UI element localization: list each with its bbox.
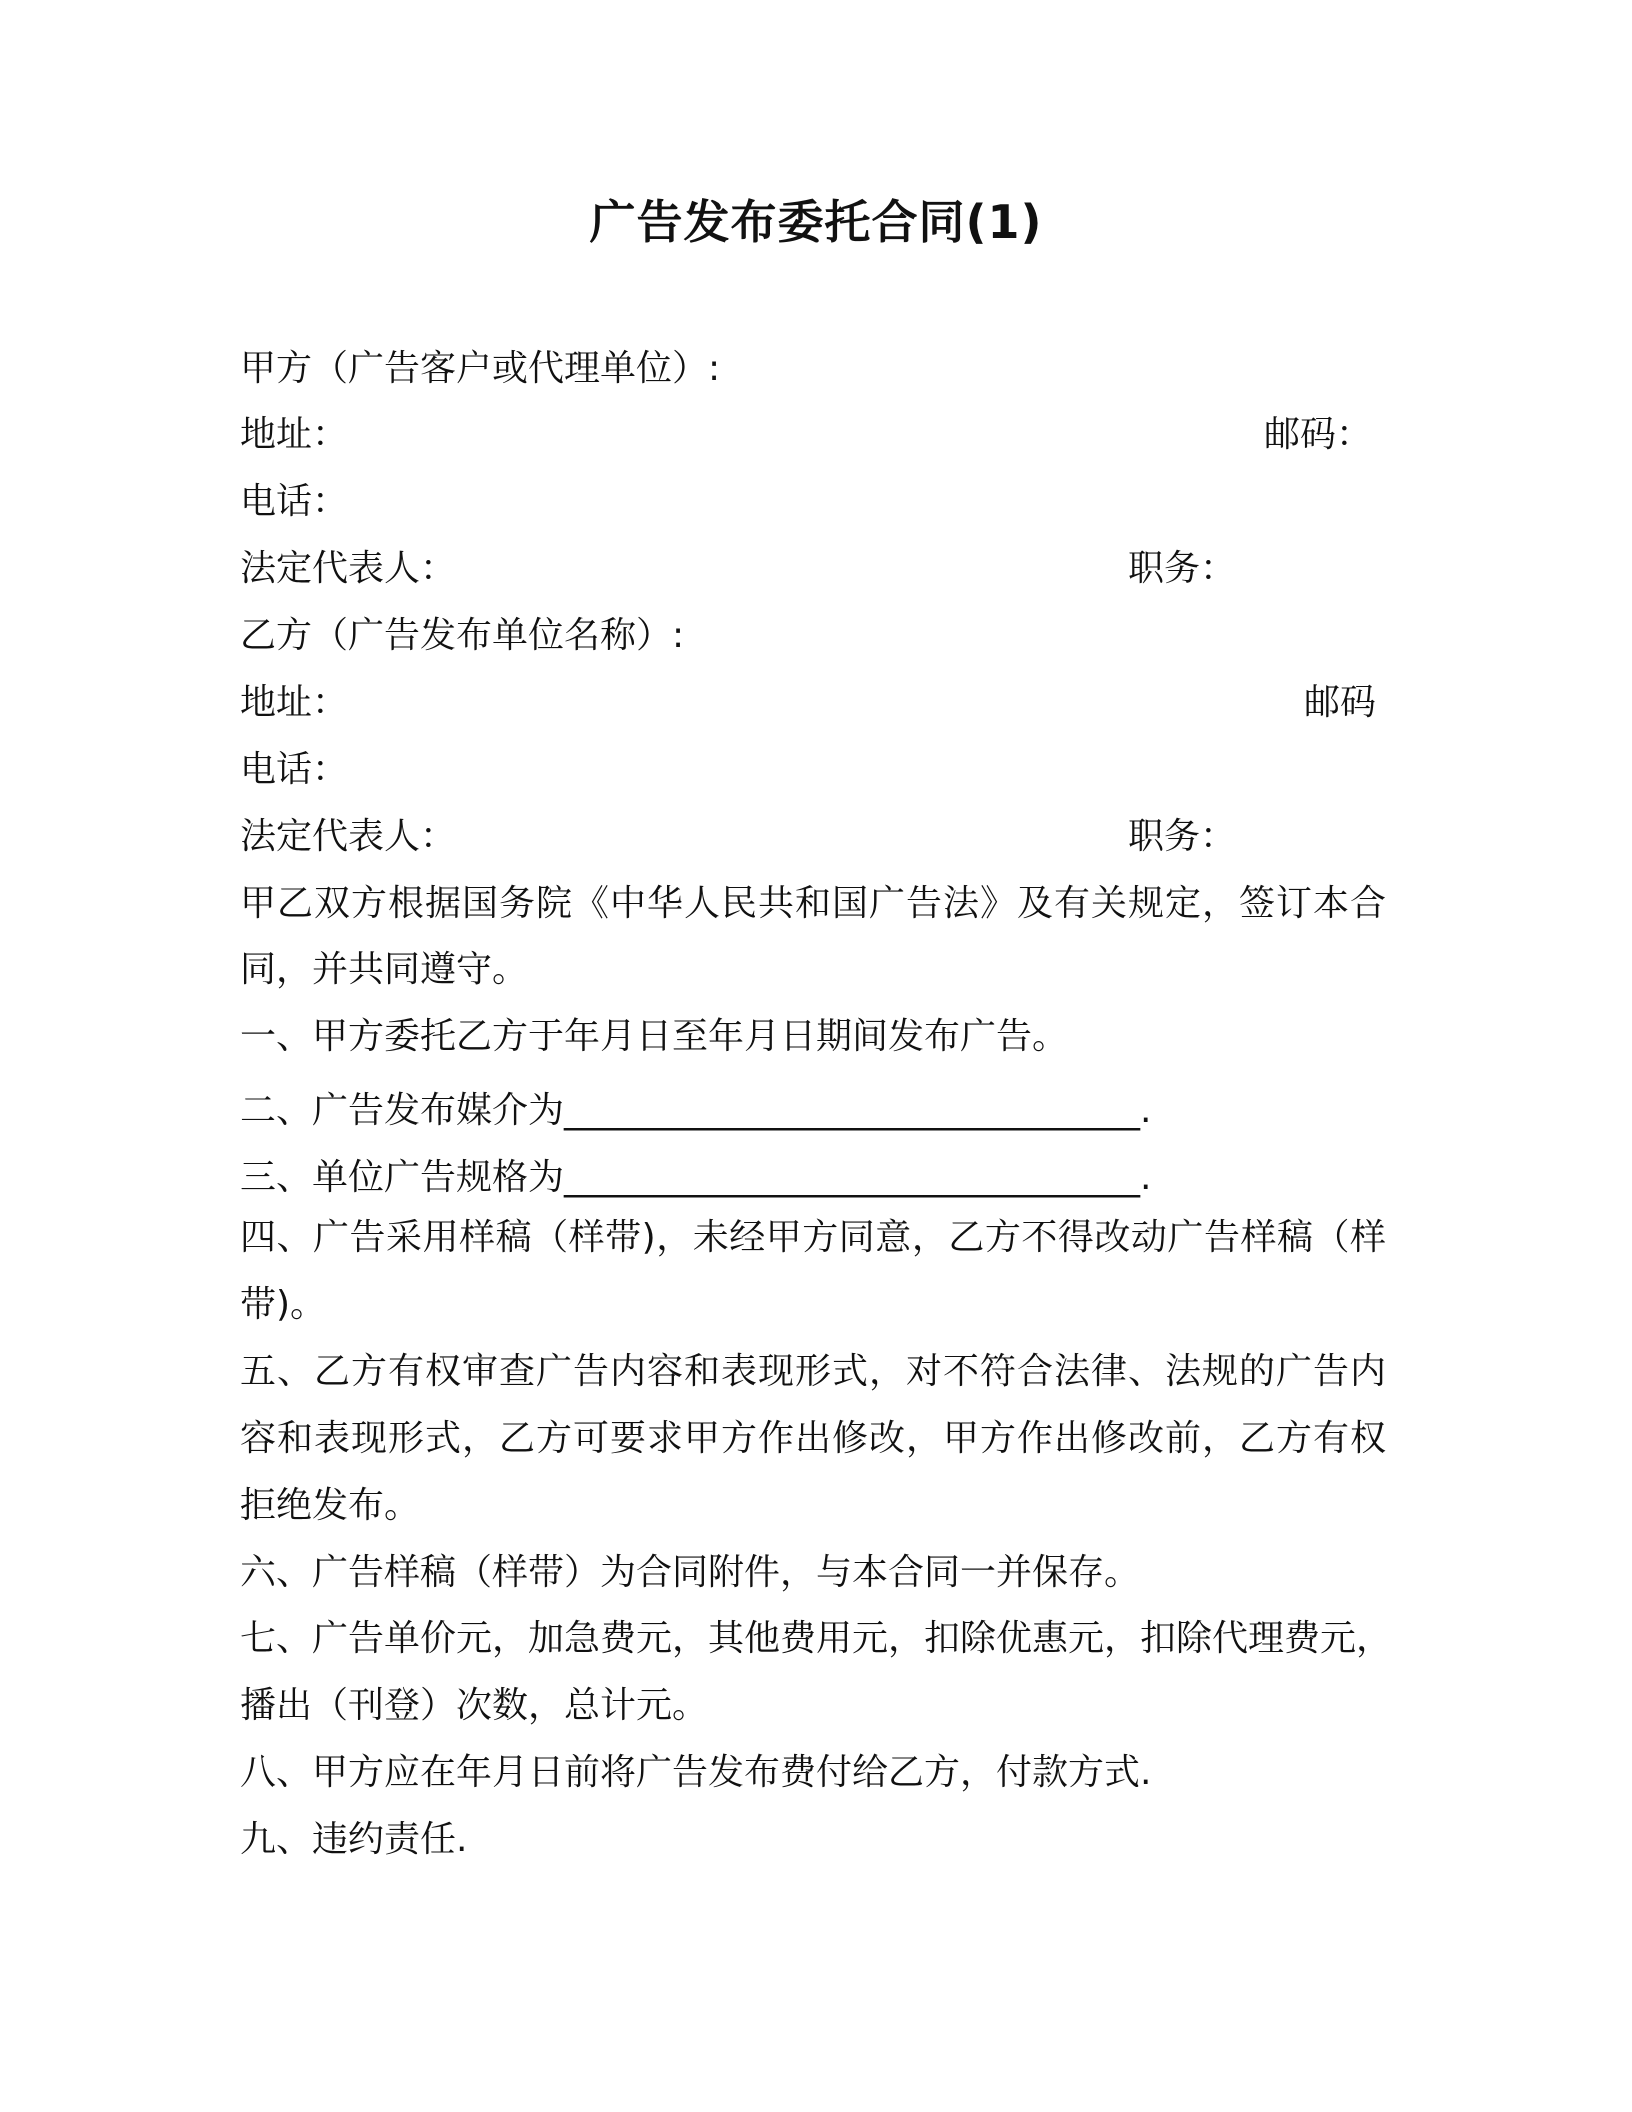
- party-a-phone-label: 电话：: [240, 481, 349, 522]
- clause-1: 一、甲方委托乙方于年月日至年月日期间发布广告。: [240, 1016, 1069, 1057]
- clause-6: 六、广告样稿（样带）为合同附件，与本合同一并保存。: [240, 1552, 1141, 1593]
- party-a-address-label: 地址：: [240, 414, 349, 455]
- clause-2: 二、广告发布媒介为________________________________.: [240, 1090, 1152, 1131]
- clause-7-line-1: 七、广告单价元，加急费元，其他费用元，扣除优惠元，扣除代理费元，: [240, 1618, 1393, 1659]
- clause-5-line-2: 容和表现形式，乙方可要求甲方作出修改，甲方作出修改前，乙方有权: [240, 1418, 1386, 1459]
- party-b-legal-rep-label: 法定代表人：: [240, 816, 457, 857]
- clause-4-line-2: 带)。: [240, 1284, 327, 1325]
- party-b-legal-rep-row: [240, 813, 1386, 861]
- party-b-address-label: 地址：: [240, 682, 349, 723]
- party-a-position-label: 职务：: [1128, 548, 1237, 589]
- party-b-postcode-label: 邮码: [1304, 682, 1377, 723]
- party-a-legal-rep-row: [240, 545, 1386, 593]
- party-a-postcode-label: 邮码：: [1264, 414, 1373, 455]
- party-b-phone-label: 电话：: [240, 749, 349, 790]
- clause-5-line-3: 拒绝发布。: [240, 1485, 421, 1526]
- intro-line-2: 同，并共同遵守。: [240, 949, 529, 990]
- party-a-address-row: [240, 411, 1386, 459]
- clause-3: 三、单位广告规格为________________________________.: [240, 1157, 1152, 1198]
- party-a-legal-rep-label: 法定代表人：: [240, 548, 457, 589]
- party-b-address-row: [240, 679, 1386, 727]
- party-b-heading: 乙方（广告发布单位名称）:: [240, 615, 685, 656]
- document-title: 广告发布委托合同(1): [589, 195, 1043, 249]
- party-b-position-label: 职务：: [1128, 816, 1237, 857]
- clause-7-line-2: 播出（刊登）次数，总计元。: [240, 1685, 709, 1726]
- clause-8: 八、甲方应在年月日前将广告发布费付给乙方，付款方式.: [240, 1752, 1152, 1793]
- clause-4-line-1: 四、广告采用样稿（样带)，未经甲方同意，乙方不得改动广告样稿（样: [240, 1217, 1386, 1258]
- party-a-heading: 甲方（广告客户或代理单位）:: [240, 348, 721, 389]
- intro-line-1: 甲乙双方根据国务院《中华人民共和国广告法》及有关规定，签订本合: [240, 883, 1386, 924]
- clause-5-line-1: 五、乙方有权审查广告内容和表现形式，对不符合法律、法规的广告内: [240, 1351, 1386, 1392]
- clause-9: 九、违约责任.: [240, 1819, 468, 1860]
